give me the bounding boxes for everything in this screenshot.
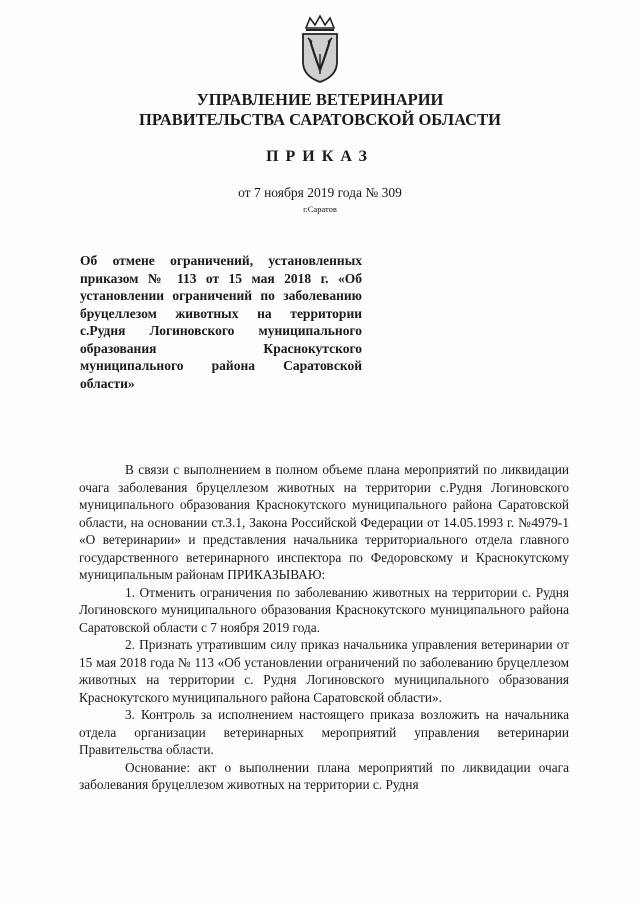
document-type: ПРИКАЗ: [266, 148, 374, 165]
saratov-coat-of-arms-icon: [298, 14, 342, 84]
org-line-1: УПРАВЛЕНИЕ ВЕТЕРИНАРИИ: [196, 90, 444, 109]
item-2: 2. Признать утратившим силу приказ начальника управления ветеринарии от 15 мая 2018 года № 113 «Об установлении ограничений по заболеванию бруцеллезом животных на территории с. Рудня Логиновского муниципального образования Краснокутского муниципального района Саратовской области».: [79, 637, 569, 705]
basis-paragraph: Основание: акт о выполнении плана мероприятий по ликвидации очага заболевания бруцеллезом животных на территории с. Рудня: [79, 759, 569, 792]
city-label: г.Саратов: [303, 204, 337, 214]
order-subject: Об отмене ограничений, установленных приказом № 113 от 15 мая 2018 г. «Об установлении ограничений по заболеванию бруцеллезом животных на территории с.Рудня Логиновского муниципального образования Краснокутского муниципального района Саратовской области»: [80, 253, 362, 391]
order-body: [79, 461, 569, 794]
org-line-2: ПРАВИТЕЛЬСТВА САРАТОВСКОЙ ОБЛАСТИ: [139, 110, 501, 129]
intro-paragraph: В связи с выполнением в полном объеме плана мероприятий по ликвидации очага заболевания бруцеллезом животных на территории с.Рудня Логиновского муниципального образования Краснокутского муниципального района Саратовской области, на основании ст.3.1, Закона Российской Федерации от 14.05.1993 г. №4979-1 «О ветеринарии» и представления начальника территориального отдела главного государственного ветеринарного инспектора по Федоровскому и Краснокутскому муниципальным районам ПРИКАЗЫВАЮ:: [79, 462, 569, 582]
item-1: 1. Отменить ограничения по заболеванию животных на территории с. Рудня Логиновского муниципального образования Краснокутского муниципального района Саратовской области с 7 ноября 2019 года.: [79, 584, 569, 635]
order-date-number: от 7 ноября 2019 года № 309: [238, 185, 402, 200]
item-3: 3. Контроль за исполнением настоящего приказа возложить на начальника отдела организации ветеринарных мероприятий управления ветеринарии Правительства области.: [79, 707, 569, 757]
organization-name: [0, 90, 640, 130]
